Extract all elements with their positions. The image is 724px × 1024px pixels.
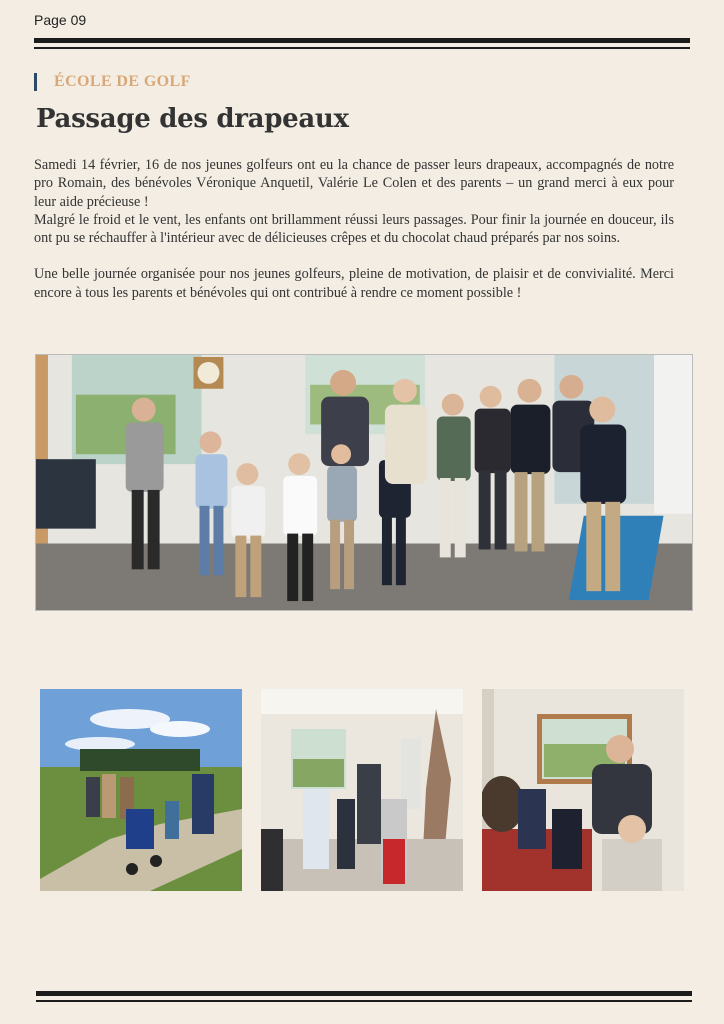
section-marker: [34, 73, 37, 91]
article-body: [34, 156, 674, 302]
page-number: Page 09: [34, 12, 87, 28]
paragraph-1: Samedi 14 février, 16 de nos jeunes golfeurs ont eu la chance de passer leurs drapeaux, accompagnés de notre pro Romain, des bénévoles Véronique Anquetil, Valérie Le Colen et des parents – un grand merci à eux pour leur aide précieuse !: [34, 157, 674, 210]
footer-rule-thin: [36, 1000, 692, 1002]
header-rule-thick: [34, 38, 690, 43]
article-title: Passage des drapeaux: [36, 104, 349, 134]
section-label: ÉCOLE DE GOLF: [54, 73, 191, 90]
paragraph-3: Une belle journée organisée pour nos jeunes golfeurs, pleine de motivation, de plaisir et de convivialité. Merci encore à tous les parents et bénévoles qui ont contribué à rendre ce moment possible !: [34, 266, 674, 301]
group-photo-image: [36, 355, 692, 610]
course-photo: [40, 689, 242, 891]
paragraph-2: Malgré le froid et le vent, les enfants ont brillamment réussi leurs passages. Pour finir la journée en douceur, ils ont pu se réchauffer à l'intérieur avec de délicieuses crêpes et du chocolat chaud préparés par nos soins.: [34, 211, 674, 247]
header-rule-thin: [34, 47, 690, 49]
clubhouse-photo: [261, 689, 463, 891]
group-photo: [35, 354, 693, 611]
snack-photo-image: [482, 689, 684, 891]
footer-rule-thick: [36, 991, 692, 996]
clubhouse-photo-image: [261, 689, 463, 891]
section-tag: [34, 72, 191, 92]
snack-photo: [482, 689, 684, 891]
course-photo-image: [40, 689, 242, 891]
